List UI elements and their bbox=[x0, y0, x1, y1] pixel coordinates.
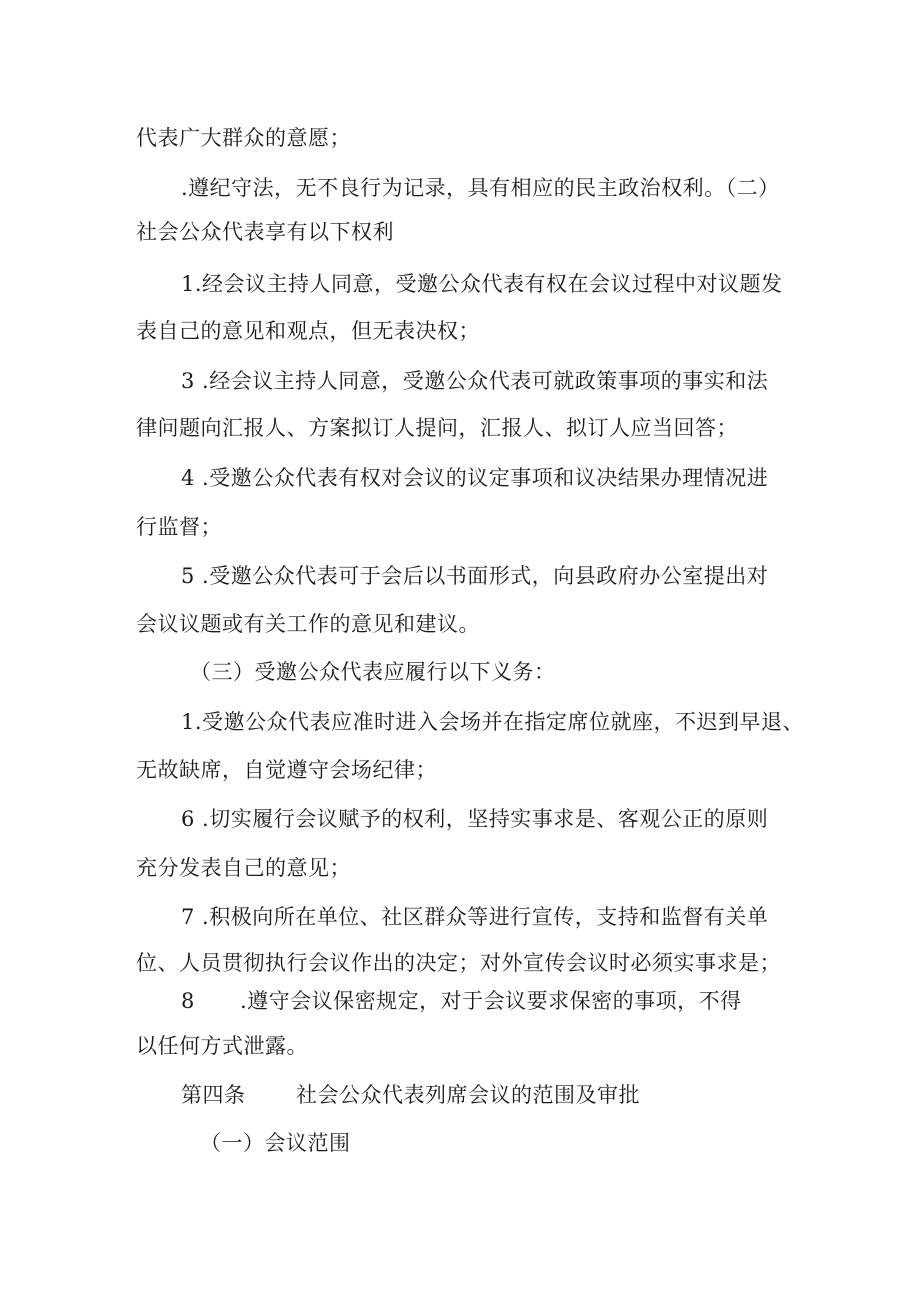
text-line: 3 .经会议主持人同意，受邀公众代表可就政策事项的事实和法 bbox=[181, 369, 769, 393]
section-heading: （三）受邀公众代表应履行以下义务： bbox=[190, 660, 556, 684]
text-line: 1.经会议主持人同意，受邀公众代表有权在会议过程中对议题发 bbox=[181, 272, 783, 296]
item-number: 8 bbox=[181, 989, 195, 1013]
text-line: 会议议题或有关工作的意见和建议。 bbox=[136, 612, 480, 636]
text-line: 充分发表自己的意见； bbox=[136, 856, 351, 880]
text-line: 无故缺席，自觉遵守会场纪律； bbox=[136, 758, 437, 782]
text-line: .遵守会议保密规定，对于会议要求保密的事项，不得 bbox=[240, 989, 742, 1013]
text-line: 1.受邀公众代表应准时进入会场并在指定席位就座，不迟到早退、 bbox=[181, 710, 805, 734]
text-line: 6 .切实履行会议赋予的权利，坚持实事求是、客观公正的原则 bbox=[181, 807, 769, 831]
text-line: 4 .受邀公众代表有权对会议的议定事项和议决结果办理情况进 bbox=[181, 466, 769, 490]
text-line: 位、人员贯彻执行会议作出的决定；对外宣传会议时必须实事求是； bbox=[136, 951, 781, 975]
text-line: 表自己的意见和观点，但无表决权； bbox=[136, 319, 480, 343]
section-heading: （一）会议范围 bbox=[200, 1131, 351, 1155]
text-line: 社会公众代表享有以下权利 bbox=[136, 220, 394, 244]
text-line: 5 .受邀公众代表可于会后以书面形式，向县政府办公室提出对 bbox=[181, 564, 769, 588]
text-line: 代表广大群众的意愿； bbox=[136, 126, 351, 150]
text-line: 行监督； bbox=[136, 515, 222, 539]
article-title: 社会公众代表列席会议的范围及审批 bbox=[296, 1083, 640, 1107]
text-line: 以任何方式泄露。 bbox=[136, 1034, 308, 1058]
text-line: .遵纪守法，无不良行为记录，具有相应的民主政治权利。（二） bbox=[181, 176, 780, 200]
text-line: 律问题向汇报人、方案拟订人提问，汇报人、拟订人应当回答； bbox=[136, 416, 738, 440]
text-line: 7 .积极向所在单位、社区群众等进行宣传，支持和监督有关单 bbox=[181, 905, 769, 929]
article-label: 第四条 bbox=[181, 1083, 246, 1107]
